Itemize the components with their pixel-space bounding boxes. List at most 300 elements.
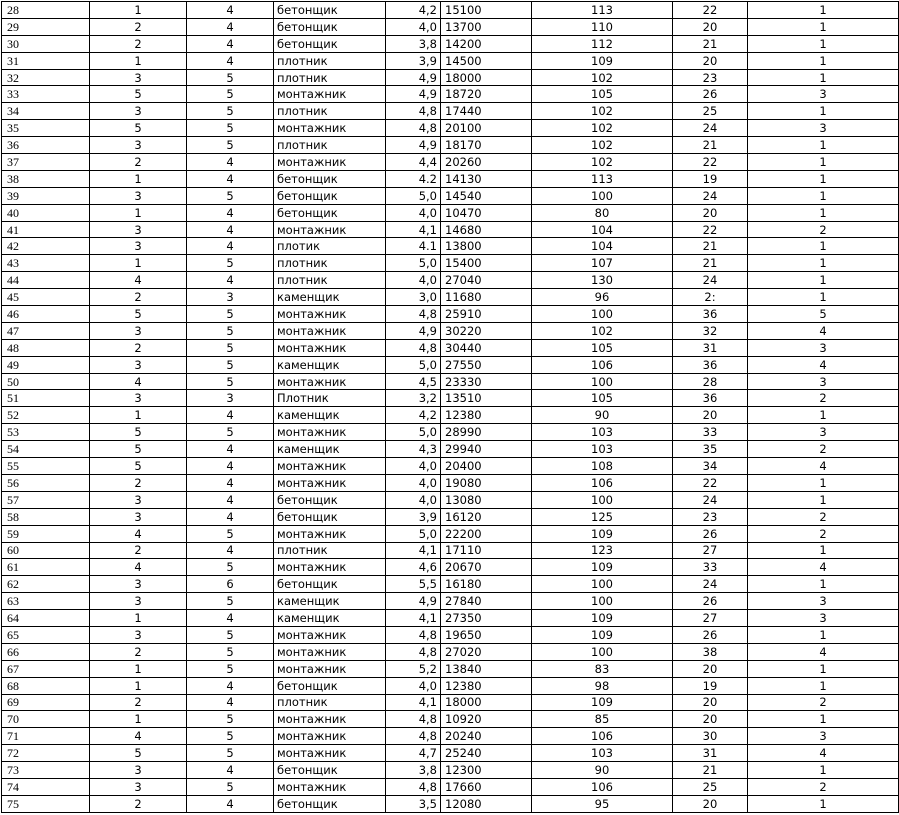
cell-column-2: 3 [90, 187, 187, 204]
cell-column-9: 3 [748, 120, 899, 137]
cell-column-2: 5 [90, 424, 187, 441]
cell-column-7: 100 [532, 593, 673, 610]
cell-column-3: 5 [187, 322, 274, 339]
cell-column-3: 5 [187, 559, 274, 576]
table-row [2, 694, 899, 711]
cell-column-8: 26 [673, 626, 748, 643]
table-row [2, 424, 899, 441]
cell-column-6: 20400 [441, 458, 532, 475]
cell-row-number: 33 [2, 86, 90, 103]
cell-column-7: 83 [532, 660, 673, 677]
cell-column-9: 1 [748, 18, 899, 35]
cell-column-6: 15100 [441, 2, 532, 19]
cell-column-6: 12380 [441, 677, 532, 694]
cell-column-9: 3 [748, 373, 899, 390]
cell-column-6: 30440 [441, 339, 532, 356]
cell-column-7: 109 [532, 525, 673, 542]
cell-column-9: 1 [748, 677, 899, 694]
cell-column-2: 1 [90, 255, 187, 272]
table-row [2, 728, 899, 745]
cell-column-7: 102 [532, 154, 673, 171]
cell-column-5: 5,0 [386, 525, 441, 542]
cell-column-6: 30220 [441, 322, 532, 339]
cell-column-8: 23 [673, 69, 748, 86]
cell-profession: бетонщик [274, 508, 386, 525]
table-row [2, 339, 899, 356]
cell-row-number: 31 [2, 52, 90, 69]
cell-column-2: 5 [90, 86, 187, 103]
cell-row-number: 66 [2, 643, 90, 660]
cell-column-2: 3 [90, 491, 187, 508]
cell-column-6: 23330 [441, 373, 532, 390]
cell-column-9: 1 [748, 204, 899, 221]
cell-column-6: 25240 [441, 745, 532, 762]
cell-column-3: 4 [187, 204, 274, 221]
table-row [2, 373, 899, 390]
cell-column-3: 5 [187, 778, 274, 795]
cell-column-5: 4,9 [386, 137, 441, 154]
cell-column-7: 112 [532, 35, 673, 52]
cell-column-8: 30 [673, 728, 748, 745]
cell-row-number: 52 [2, 407, 90, 424]
cell-column-8: 26 [673, 86, 748, 103]
table-row [2, 255, 899, 272]
cell-column-6: 20240 [441, 728, 532, 745]
data-table [1, 1, 899, 813]
cell-profession: монтажник [274, 424, 386, 441]
cell-profession: монтажник [274, 728, 386, 745]
cell-row-number: 29 [2, 18, 90, 35]
cell-column-3: 4 [187, 18, 274, 35]
cell-column-6: 18000 [441, 69, 532, 86]
cell-column-9: 1 [748, 238, 899, 255]
table-row [2, 610, 899, 627]
cell-column-6: 29940 [441, 441, 532, 458]
cell-profession: монтажник [274, 525, 386, 542]
cell-column-6: 19650 [441, 626, 532, 643]
cell-column-5: 3,9 [386, 52, 441, 69]
cell-column-3: 5 [187, 356, 274, 373]
cell-column-3: 5 [187, 660, 274, 677]
cell-column-5: 4,8 [386, 728, 441, 745]
cell-column-9: 2 [748, 508, 899, 525]
cell-column-9: 1 [748, 491, 899, 508]
table-row [2, 137, 899, 154]
cell-column-5: 4,5 [386, 373, 441, 390]
cell-column-8: 33 [673, 424, 748, 441]
cell-column-6: 15400 [441, 255, 532, 272]
cell-column-9: 4 [748, 458, 899, 475]
cell-row-number: 30 [2, 35, 90, 52]
cell-column-2: 2 [90, 18, 187, 35]
table-row [2, 559, 899, 576]
cell-column-8: 36 [673, 356, 748, 373]
cell-column-9: 2 [748, 694, 899, 711]
cell-column-3: 5 [187, 593, 274, 610]
cell-row-number: 37 [2, 154, 90, 171]
cell-column-5: 4,4 [386, 154, 441, 171]
cell-column-5: 4,0 [386, 204, 441, 221]
cell-column-8: 27 [673, 610, 748, 627]
cell-row-number: 54 [2, 441, 90, 458]
table-row [2, 52, 899, 69]
cell-column-9: 1 [748, 154, 899, 171]
cell-column-3: 4 [187, 474, 274, 491]
cell-profession: плотник [274, 255, 386, 272]
cell-column-9: 1 [748, 474, 899, 491]
table-row [2, 762, 899, 779]
table-row [2, 660, 899, 677]
cell-column-9: 4 [748, 643, 899, 660]
cell-column-5: 4,2 [386, 407, 441, 424]
table-row [2, 154, 899, 171]
table-row [2, 69, 899, 86]
cell-column-2: 3 [90, 762, 187, 779]
cell-column-2: 2 [90, 474, 187, 491]
cell-column-8: 24 [673, 120, 748, 137]
cell-column-7: 109 [532, 559, 673, 576]
cell-column-3: 4 [187, 2, 274, 19]
cell-column-6: 27350 [441, 610, 532, 627]
cell-column-5: 4,1 [386, 221, 441, 238]
table-row [2, 745, 899, 762]
cell-profession: монтажник [274, 643, 386, 660]
table-row [2, 103, 899, 120]
cell-column-7: 105 [532, 86, 673, 103]
cell-column-2: 2 [90, 289, 187, 306]
cell-column-9: 1 [748, 660, 899, 677]
cell-profession: монтажник [274, 339, 386, 356]
cell-column-7: 98 [532, 677, 673, 694]
cell-column-3: 5 [187, 69, 274, 86]
cell-column-5: 4,0 [386, 491, 441, 508]
cell-column-3: 5 [187, 120, 274, 137]
cell-profession: Плотник [274, 390, 386, 407]
cell-column-5: 5,0 [386, 356, 441, 373]
cell-column-8: 28 [673, 373, 748, 390]
cell-column-6: 13700 [441, 18, 532, 35]
cell-column-6: 13840 [441, 660, 532, 677]
cell-column-2: 3 [90, 137, 187, 154]
cell-column-8: 22 [673, 474, 748, 491]
cell-profession: каменщик [274, 593, 386, 610]
cell-column-7: 109 [532, 52, 673, 69]
cell-column-6: 14680 [441, 221, 532, 238]
cell-row-number: 59 [2, 525, 90, 542]
cell-profession: каменщик [274, 610, 386, 627]
cell-column-6: 19080 [441, 474, 532, 491]
cell-column-2: 2 [90, 542, 187, 559]
cell-row-number: 72 [2, 745, 90, 762]
cell-column-5: 4,8 [386, 778, 441, 795]
cell-profession: бетонщик [274, 677, 386, 694]
cell-column-7: 102 [532, 322, 673, 339]
table-row [2, 86, 899, 103]
table-row [2, 18, 899, 35]
cell-column-5: 4,0 [386, 18, 441, 35]
cell-column-5: 4,1 [386, 610, 441, 627]
cell-column-8: 26 [673, 525, 748, 542]
cell-profession: бетонщик [274, 170, 386, 187]
cell-profession: плотник [274, 69, 386, 86]
cell-column-7: 80 [532, 204, 673, 221]
table-row [2, 677, 899, 694]
table-row [2, 626, 899, 643]
cell-column-9: 1 [748, 407, 899, 424]
cell-column-3: 4 [187, 170, 274, 187]
cell-column-6: 11680 [441, 289, 532, 306]
table-row [2, 35, 899, 52]
cell-profession: плотник [274, 52, 386, 69]
cell-column-8: 20 [673, 18, 748, 35]
cell-column-2: 3 [90, 576, 187, 593]
cell-column-5: 5,0 [386, 424, 441, 441]
cell-row-number: 60 [2, 542, 90, 559]
cell-column-2: 2 [90, 339, 187, 356]
cell-column-7: 105 [532, 339, 673, 356]
cell-column-6: 12380 [441, 407, 532, 424]
cell-column-7: 90 [532, 407, 673, 424]
cell-column-6: 18720 [441, 86, 532, 103]
cell-column-5: 4.2 [386, 170, 441, 187]
cell-column-7: 85 [532, 711, 673, 728]
table-row [2, 778, 899, 795]
cell-column-9: 2 [748, 441, 899, 458]
cell-profession: плотник [274, 542, 386, 559]
cell-column-6: 17110 [441, 542, 532, 559]
cell-column-9: 1 [748, 542, 899, 559]
table-row [2, 711, 899, 728]
cell-row-number: 68 [2, 677, 90, 694]
cell-column-9: 3 [748, 728, 899, 745]
cell-column-5: 4,1 [386, 542, 441, 559]
cell-column-7: 102 [532, 120, 673, 137]
cell-column-2: 2 [90, 154, 187, 171]
cell-column-8: 20 [673, 204, 748, 221]
cell-column-5: 5,0 [386, 255, 441, 272]
cell-column-6: 17660 [441, 778, 532, 795]
cell-column-8: 22 [673, 154, 748, 171]
cell-profession: бетонщик [274, 491, 386, 508]
cell-column-7: 102 [532, 137, 673, 154]
cell-row-number: 44 [2, 272, 90, 289]
cell-profession: плотник [274, 137, 386, 154]
cell-column-5: 4,8 [386, 626, 441, 643]
cell-column-9: 3 [748, 424, 899, 441]
cell-column-3: 4 [187, 610, 274, 627]
cell-column-3: 4 [187, 795, 274, 812]
cell-column-8: 21 [673, 238, 748, 255]
cell-column-6: 12080 [441, 795, 532, 812]
cell-column-7: 109 [532, 694, 673, 711]
cell-column-5: 3,8 [386, 762, 441, 779]
cell-column-9: 1 [748, 2, 899, 19]
cell-column-7: 105 [532, 390, 673, 407]
table-row [2, 204, 899, 221]
cell-column-2: 3 [90, 778, 187, 795]
cell-column-3: 4 [187, 35, 274, 52]
cell-column-5: 4.1 [386, 238, 441, 255]
cell-column-8: 20 [673, 694, 748, 711]
table-row [2, 441, 899, 458]
cell-row-number: 58 [2, 508, 90, 525]
cell-column-5: 3,0 [386, 289, 441, 306]
cell-profession: бетонщик [274, 795, 386, 812]
cell-column-3: 5 [187, 373, 274, 390]
cell-column-2: 1 [90, 52, 187, 69]
table-row [2, 238, 899, 255]
cell-column-8: 20 [673, 711, 748, 728]
cell-column-3: 3 [187, 289, 274, 306]
cell-column-2: 3 [90, 322, 187, 339]
cell-column-2: 3 [90, 390, 187, 407]
cell-row-number: 49 [2, 356, 90, 373]
cell-column-3: 4 [187, 441, 274, 458]
cell-column-9: 2 [748, 390, 899, 407]
cell-column-5: 4,1 [386, 694, 441, 711]
cell-row-number: 51 [2, 390, 90, 407]
cell-column-8: 2: [673, 289, 748, 306]
cell-profession: монтажник [274, 778, 386, 795]
cell-column-6: 20260 [441, 154, 532, 171]
cell-row-number: 42 [2, 238, 90, 255]
cell-profession: монтажник [274, 458, 386, 475]
cell-profession: монтажник [274, 660, 386, 677]
cell-column-7: 123 [532, 542, 673, 559]
cell-profession: монтажник [274, 745, 386, 762]
cell-column-8: 20 [673, 660, 748, 677]
cell-column-6: 16120 [441, 508, 532, 525]
cell-column-8: 23 [673, 508, 748, 525]
cell-column-6: 13800 [441, 238, 532, 255]
table-body [2, 2, 899, 813]
cell-row-number: 73 [2, 762, 90, 779]
cell-column-2: 2 [90, 694, 187, 711]
cell-column-7: 100 [532, 643, 673, 660]
cell-profession: монтажник [274, 322, 386, 339]
cell-column-9: 1 [748, 187, 899, 204]
cell-column-8: 22 [673, 2, 748, 19]
cell-column-2: 4 [90, 272, 187, 289]
cell-column-7: 102 [532, 69, 673, 86]
cell-column-5: 4,8 [386, 120, 441, 137]
cell-column-6: 18170 [441, 137, 532, 154]
cell-column-7: 110 [532, 18, 673, 35]
cell-column-8: 20 [673, 407, 748, 424]
cell-column-6: 25910 [441, 306, 532, 323]
table-row [2, 322, 899, 339]
cell-column-8: 21 [673, 137, 748, 154]
cell-column-9: 2 [748, 221, 899, 238]
cell-profession: каменщик [274, 356, 386, 373]
cell-profession: плотик [274, 238, 386, 255]
cell-column-3: 4 [187, 762, 274, 779]
table-row [2, 643, 899, 660]
cell-column-6: 10470 [441, 204, 532, 221]
cell-profession: монтажник [274, 306, 386, 323]
cell-column-3: 5 [187, 626, 274, 643]
cell-column-2: 3 [90, 626, 187, 643]
table-row [2, 390, 899, 407]
table-row [2, 221, 899, 238]
cell-profession: монтажник [274, 559, 386, 576]
cell-row-number: 48 [2, 339, 90, 356]
cell-column-9: 1 [748, 576, 899, 593]
cell-column-8: 27 [673, 542, 748, 559]
table-row [2, 2, 899, 19]
cell-row-number: 74 [2, 778, 90, 795]
cell-column-7: 100 [532, 187, 673, 204]
cell-column-2: 3 [90, 238, 187, 255]
cell-column-2: 3 [90, 356, 187, 373]
cell-column-3: 5 [187, 103, 274, 120]
table-row [2, 593, 899, 610]
cell-column-2: 2 [90, 795, 187, 812]
cell-column-7: 100 [532, 373, 673, 390]
table-row [2, 306, 899, 323]
cell-column-5: 4,3 [386, 441, 441, 458]
cell-profession: бетонщик [274, 576, 386, 593]
cell-column-2: 5 [90, 441, 187, 458]
cell-profession: бетонщик [274, 2, 386, 19]
cell-column-2: 3 [90, 593, 187, 610]
cell-column-8: 33 [673, 559, 748, 576]
cell-column-2: 3 [90, 69, 187, 86]
cell-column-6: 16180 [441, 576, 532, 593]
cell-column-8: 36 [673, 390, 748, 407]
cell-column-7: 104 [532, 221, 673, 238]
cell-row-number: 61 [2, 559, 90, 576]
cell-column-3: 3 [187, 390, 274, 407]
cell-column-7: 130 [532, 272, 673, 289]
cell-column-9: 1 [748, 35, 899, 52]
cell-column-8: 24 [673, 272, 748, 289]
cell-profession: бетонщик [274, 204, 386, 221]
cell-column-9: 4 [748, 322, 899, 339]
cell-column-2: 5 [90, 458, 187, 475]
cell-column-7: 108 [532, 458, 673, 475]
cell-column-3: 6 [187, 576, 274, 593]
cell-column-9: 2 [748, 778, 899, 795]
cell-column-5: 4,8 [386, 711, 441, 728]
cell-column-3: 5 [187, 745, 274, 762]
cell-column-8: 36 [673, 306, 748, 323]
cell-column-5: 3,8 [386, 35, 441, 52]
cell-row-number: 53 [2, 424, 90, 441]
table-row [2, 187, 899, 204]
cell-column-6: 14200 [441, 35, 532, 52]
cell-profession: плотник [274, 103, 386, 120]
cell-column-3: 4 [187, 542, 274, 559]
cell-column-5: 4,9 [386, 593, 441, 610]
cell-column-5: 5,5 [386, 576, 441, 593]
cell-column-7: 90 [532, 762, 673, 779]
cell-column-5: 4,0 [386, 474, 441, 491]
cell-column-9: 1 [748, 170, 899, 187]
cell-column-3: 5 [187, 339, 274, 356]
cell-column-5: 3,9 [386, 508, 441, 525]
table-row [2, 170, 899, 187]
cell-column-9: 1 [748, 272, 899, 289]
cell-column-5: 5,0 [386, 187, 441, 204]
cell-column-7: 104 [532, 238, 673, 255]
cell-row-number: 46 [2, 306, 90, 323]
cell-column-5: 4,6 [386, 559, 441, 576]
table-row [2, 576, 899, 593]
table-row [2, 458, 899, 475]
cell-column-6: 10920 [441, 711, 532, 728]
cell-column-5: 5,2 [386, 660, 441, 677]
